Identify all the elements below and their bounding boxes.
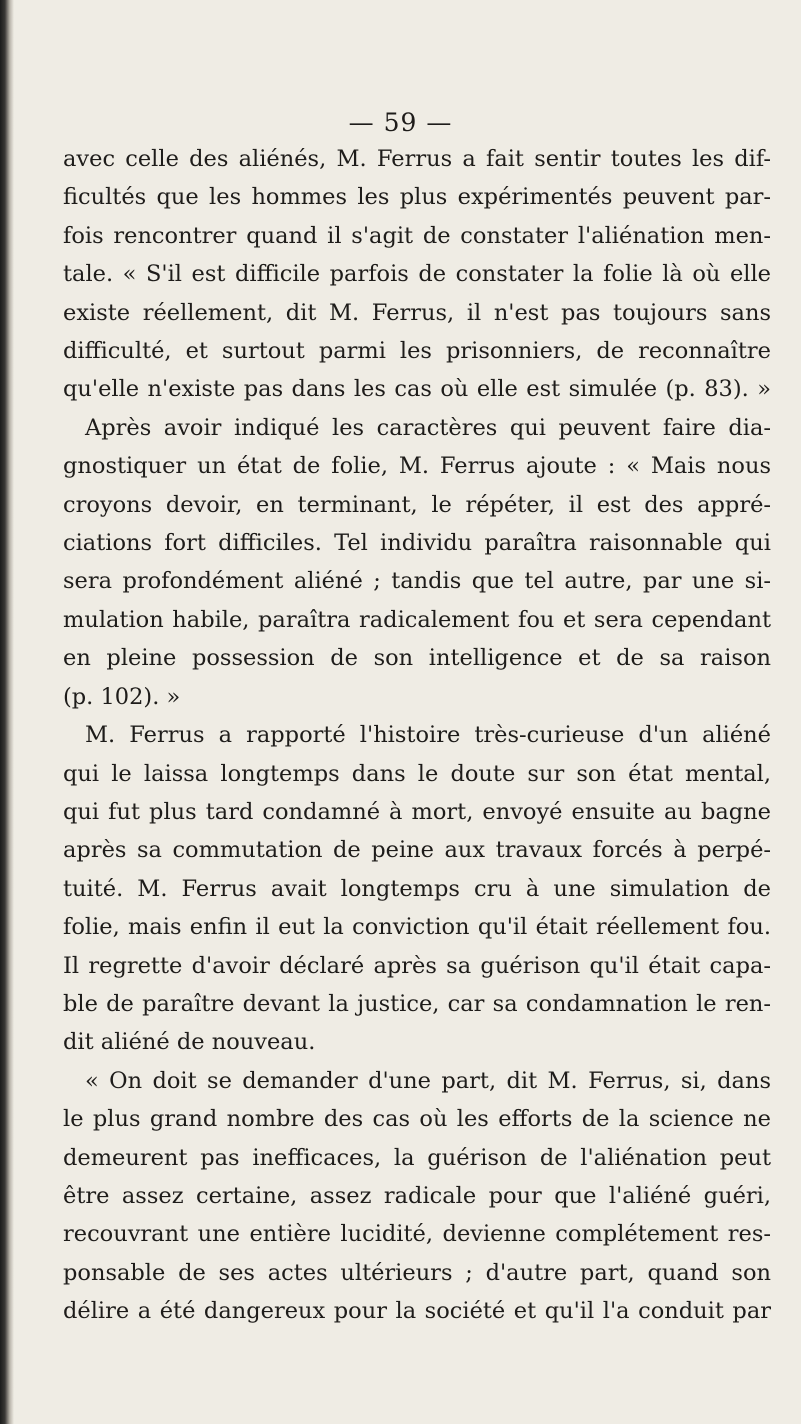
- text-line: demeurent pas inefficaces, la guérison de l'aliénation peut: [63, 1144, 771, 1171]
- body-text: [63, 140, 771, 1331]
- text-line: recouvrant une entière lucidité, devienne complétement res-: [63, 1221, 771, 1248]
- text-line: « On doit se demander d'une part, dit M. Ferrus, si, dans: [85, 1067, 771, 1094]
- text-line: le plus grand nombre des cas où les efforts de la science ne: [63, 1106, 771, 1133]
- text-line: tuité. M. Ferrus avait longtemps cru à une simulation de: [63, 875, 771, 902]
- text-line: difficulté, et surtout parmi les prisonniers, de reconnaître: [63, 338, 771, 365]
- text-line: dit aliéné de nouveau.: [63, 1029, 316, 1056]
- text-line: existe réellement, dit M. Ferrus, il n'est pas toujours sans: [63, 299, 771, 326]
- text-line: qui fut plus tard condamné à mort, envoyé ensuite au bagne: [63, 798, 771, 825]
- paragraph-2: [63, 409, 771, 716]
- text-line: Il regrette d'avoir déclaré après sa guérison qu'il était capa-: [63, 952, 771, 979]
- paragraph-4: [63, 1062, 771, 1331]
- text-line: gnostiquer un état de folie, M. Ferrus ajoute : « Mais nous: [63, 453, 771, 480]
- text-line: tale. « S'il est difficile parfois de constater la folie là où elle: [63, 261, 771, 288]
- text-line: ficultés que les hommes les plus expérimentés peuvent par-: [63, 184, 771, 211]
- text-line: folie, mais enfin il eut la conviction qu'il était réellement fou.: [63, 914, 771, 941]
- text-line: sera profondément aliéné ; tandis que tel autre, par une si-: [63, 568, 771, 595]
- text-line: qui le laissa longtemps dans le doute sur son état mental,: [63, 760, 771, 787]
- text-line: ponsable de ses actes ultérieurs ; d'autre part, quand son: [63, 1259, 771, 1286]
- paragraph-1: [63, 140, 771, 409]
- text-line: ble de paraître devant la justice, car sa condamnation le ren-: [63, 990, 771, 1017]
- text-line: fois rencontrer quand il s'agit de constater l'aliénation men-: [63, 222, 771, 249]
- paragraph-3: [63, 716, 771, 1062]
- text-line: délire a été dangereux pour la société et qu'il l'a conduit par: [63, 1298, 771, 1325]
- text-line: croyons devoir, en terminant, le répéter, il est des appré-: [63, 491, 771, 518]
- text-line: mulation habile, paraîtra radicalement fou et sera cependant: [63, 606, 771, 633]
- text-line: qu'elle n'existe pas dans les cas où elle est simulée (p. 83). »: [63, 376, 771, 403]
- text-line: après sa commutation de peine aux travaux forcés à perpé-: [63, 837, 771, 864]
- text-line: (p. 102). »: [63, 683, 181, 710]
- text-line: Après avoir indiqué les caractères qui peuvent faire dia-: [85, 414, 771, 441]
- text-line: être assez certaine, assez radicale pour que l'aliéné guéri,: [63, 1182, 771, 1209]
- text-line: ciations fort difficiles. Tel individu paraîtra raisonnable qui: [63, 530, 771, 557]
- text-line: M. Ferrus a rapporté l'histoire très-curieuse d'un aliéné: [85, 722, 771, 749]
- text-line: en pleine possession de son intelligence et de sa raison: [63, 645, 771, 672]
- text-line: avec celle des aliénés, M. Ferrus a fait sentir toutes les dif-: [63, 146, 771, 172]
- page-number: — 59 —: [348, 108, 453, 137]
